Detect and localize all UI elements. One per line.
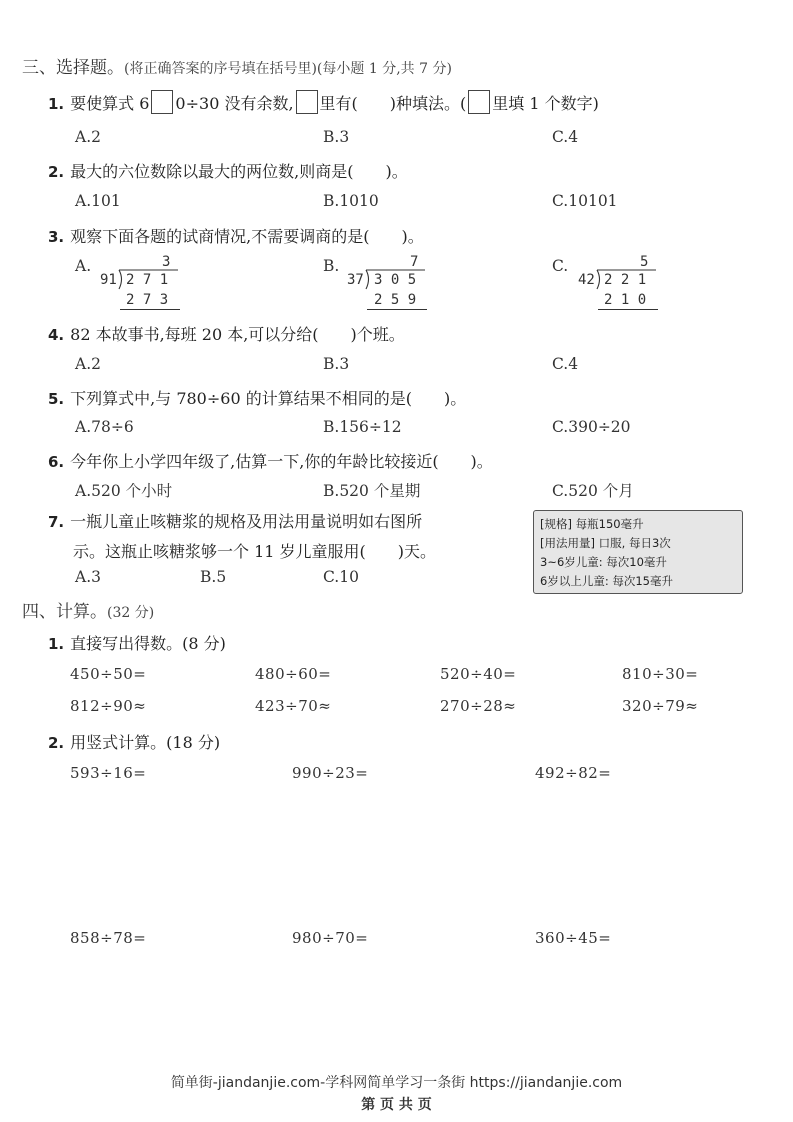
q2-option-a[interactable]: A.101 [75,192,121,210]
question-text: 下列算式中,与 780÷60 的计算结果不相同的是( )。 [70,389,467,408]
question-text: 里有( )种填法。( [319,94,467,113]
oral-calc-item[interactable]: 450÷50= [70,665,147,683]
question-number: 7. [48,513,65,531]
product: 2 5 9 [374,292,417,308]
product: 2 1 0 [604,292,647,308]
oral-calc-item[interactable]: 812÷90≈ [70,697,147,715]
divisor: 91 [100,272,117,288]
question-text: 最大的六位数除以最大的两位数,则商是( )。 [70,162,408,181]
digit-blank-box[interactable] [151,90,173,114]
divisor: 42 [578,272,595,288]
division-line [120,309,180,310]
question-5 [48,386,466,409]
section4-note: (32 分) [107,605,155,621]
section3-title: 三、选择题。 [22,58,124,78]
question-6 [48,449,493,472]
part-number: 1. [48,635,65,653]
question-7 [48,509,422,532]
question-text: 今年你上小学四年级了,估算一下,你的年龄比较接近( )。 [70,452,493,471]
dividend: 3 0 5 [374,272,417,288]
section4-header [22,597,154,622]
q2-option-c[interactable]: C.10101 [552,192,618,210]
question-text: 观察下面各题的试商情况,不需要调商的是( )。 [70,227,424,246]
divisor: 37 [347,272,364,288]
section4-title: 四、计算。 [22,602,107,622]
section3-note: (将正确答案的序号填在括号里)(每小题 1 分,共 7 分) [124,61,452,77]
vertical-calc-item[interactable]: 980÷70= [292,929,369,947]
quotient: 5 [640,254,649,270]
q3-option-a[interactable]: A. [75,257,92,275]
oral-calc-item[interactable]: 320÷79≈ [622,697,699,715]
q1-option-b[interactable]: B.3 [323,128,350,146]
question-number: 1. [48,95,65,113]
part-1-heading [48,631,226,654]
question-text: 82 本故事书,每班 20 本,可以分给( )个班。 [70,325,405,344]
division-line [598,309,658,310]
q6-option-a[interactable]: A.520 个小时 [75,482,173,500]
q6-option-b[interactable]: B.520 个星期 [323,482,421,500]
q7-option-a[interactable]: A.3 [75,568,101,586]
q4-option-c[interactable]: C.4 [552,355,579,373]
q1-option-c[interactable]: C.4 [552,128,579,146]
q1-option-a[interactable]: A.2 [75,128,101,146]
question-4 [48,322,405,345]
quotient: 3 [162,254,171,270]
q7-option-c[interactable]: C.10 [323,568,359,586]
question-3 [48,224,424,247]
question-2 [48,159,408,182]
part-number: 2. [48,734,65,752]
vertical-calc-item[interactable]: 492÷82= [535,764,612,782]
info-line: [用法用量] 口服, 每日3次 [540,536,671,550]
question-text: 要使算式 6 [70,94,150,113]
q4-option-a[interactable]: A.2 [75,355,101,373]
oral-calc-item[interactable]: 480÷60= [255,665,332,683]
question-number: 5. [48,390,65,408]
q5-option-b[interactable]: B.156÷12 [323,418,402,436]
digit-blank-box[interactable] [296,90,318,114]
oral-calc-item[interactable]: 810÷30= [622,665,699,683]
info-line: [规格] 每瓶150毫升 [540,517,644,531]
vertical-calc-item[interactable]: 990÷23= [292,764,369,782]
question-number: 6. [48,453,65,471]
part-2-heading [48,730,220,753]
question-number: 2. [48,163,65,181]
info-line: 3~6岁儿童: 每次10毫升 [540,555,667,569]
vertical-calc-item[interactable]: 858÷78= [70,929,147,947]
q5-option-c[interactable]: C.390÷20 [552,418,631,436]
medicine-label-box [533,510,743,594]
question-text: 里填 1 个数字) [492,94,599,113]
section3-header [22,53,452,78]
product: 2 7 3 [126,292,169,308]
question-7-line2: 示。这瓶止咳糖浆够一个 11 岁儿童服用( )天。 [73,542,437,561]
question-number: 4. [48,326,65,344]
q2-option-b[interactable]: B.1010 [323,192,379,210]
q4-option-b[interactable]: B.3 [323,355,350,373]
q7-option-b[interactable]: B.5 [200,568,227,586]
part-text: 直接写出得数。(8 分) [70,634,226,653]
q6-option-c[interactable]: C.520 个月 [552,482,634,500]
question-1 [48,90,599,114]
oral-calc-item[interactable]: 270÷28≈ [440,697,517,715]
question-text: 一瓶儿童止咳糖浆的规格及用法用量说明如右图所 [70,512,423,531]
question-text: 0÷30 没有余数, [175,94,294,113]
dividend: 2 2 1 [604,272,647,288]
vertical-calc-item[interactable]: 593÷16= [70,764,147,782]
info-line: 6岁以上儿童: 每次15毫升 [540,574,673,588]
division-line [367,309,427,310]
quotient: 7 [410,254,419,270]
oral-calc-item[interactable]: 520÷40= [440,665,517,683]
dividend: 2 7 1 [126,272,169,288]
q3-option-c[interactable]: C. [552,257,569,275]
q5-option-a[interactable]: A.78÷6 [75,418,134,436]
oral-calc-item[interactable]: 423÷70≈ [255,697,332,715]
q3-option-b[interactable]: B. [323,257,340,275]
question-number: 3. [48,228,65,246]
vertical-calc-item[interactable]: 360÷45= [535,929,612,947]
page-number: 第 页 共 页 [361,1097,432,1113]
footer-source: 简单街-jiandanjie.com-学科网简单学习一条街 https://jiandanjie.com [170,1075,623,1091]
part-text: 用竖式计算。(18 分) [70,733,221,752]
digit-blank-box[interactable] [468,90,490,114]
